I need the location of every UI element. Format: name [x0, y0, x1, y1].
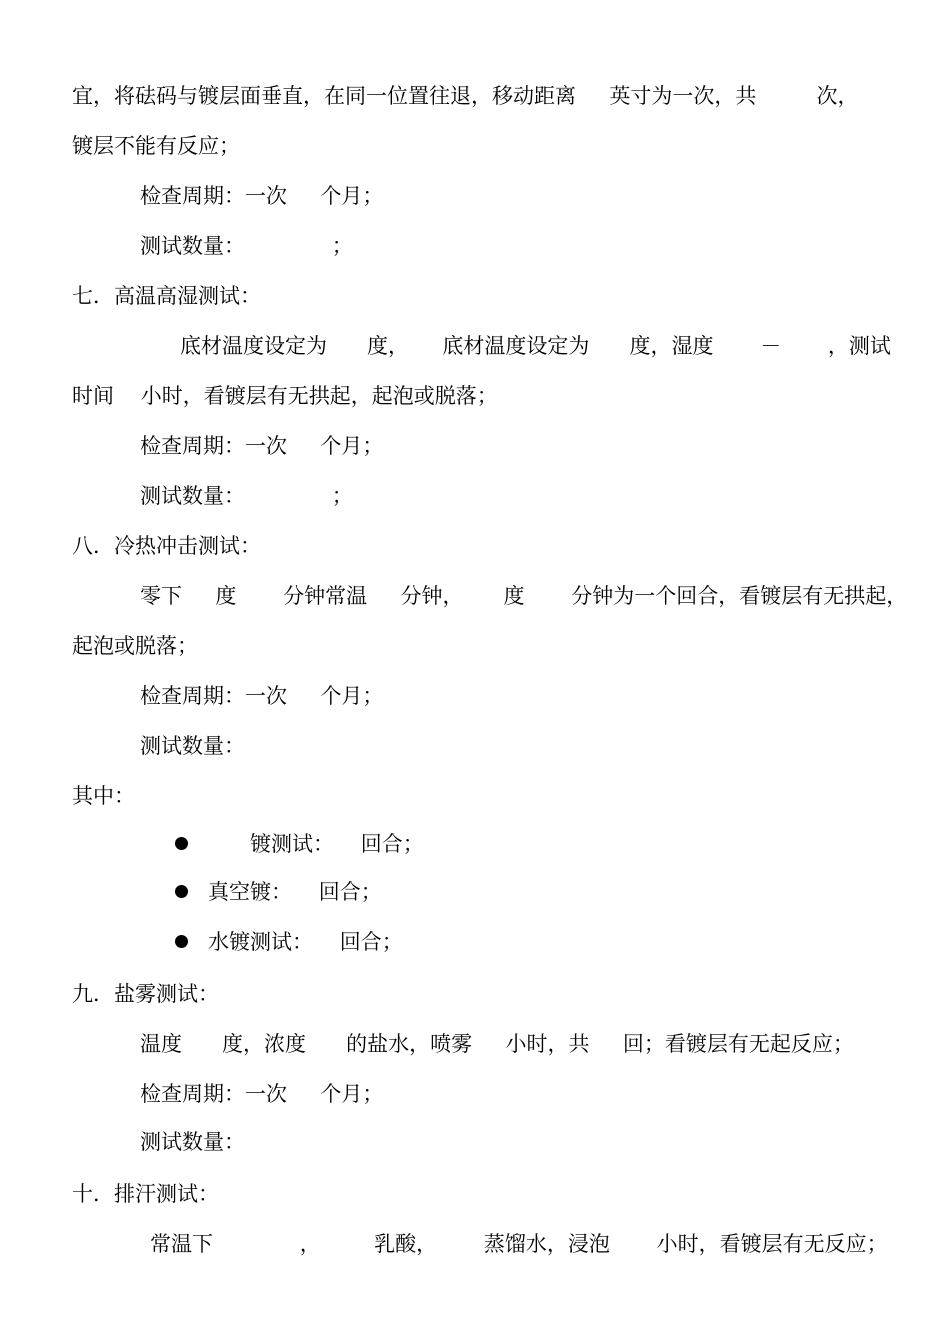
section-heading: 九．盐雾测试： [72, 982, 219, 1006]
paragraph-line: 时间 小时，看镀层有无拱起，起泡或脱落； [72, 384, 498, 408]
check-period-line: 检查周期：一次 个月； [140, 184, 384, 208]
test-quantity-line: 测试数量： [140, 1130, 245, 1154]
paragraph-line: 起泡或脱落； [72, 634, 198, 658]
paragraph-line: 镀层不能有反应； [72, 134, 240, 158]
test-quantity-line: 测试数量： ； [140, 484, 353, 508]
paragraph-line: 温度 度，浓度 的盐水，喷雾 小时，共 回；看镀层有无起反应； [140, 1032, 854, 1056]
list-item: 水镀测试： 回合； [208, 930, 403, 954]
paragraph-line: 宜，将砝码与镀层面垂直，在同一位置往退，移动距离 英寸为一次，共 次， [72, 84, 859, 108]
list-item: 真空镀： 回合； [208, 880, 382, 904]
check-period-line: 检查周期：一次 个月； [140, 1082, 384, 1106]
paragraph-line: 其中： [72, 784, 135, 808]
list-item: 镀测试： 回合； [210, 832, 424, 856]
bullet-icon [175, 935, 188, 948]
section-heading: 十．排汗测试： [72, 1182, 219, 1206]
check-period-line: 检查周期：一次 个月； [140, 434, 384, 458]
test-quantity-line: 测试数量： [140, 734, 245, 758]
test-quantity-line: 测试数量： ； [140, 234, 353, 258]
bullet-icon [175, 837, 188, 850]
paragraph-line: 底材温度设定为 度， 底材温度设定为 度，湿度 － ，测试 [180, 334, 891, 358]
check-period-line: 检查周期：一次 个月； [140, 684, 384, 708]
section-heading: 七．高温高湿测试： [72, 284, 261, 308]
paragraph-line: 零下 度 分钟常温 分钟， 度 分钟为一个回合，看镀层有无拱起， [140, 584, 908, 608]
bullet-icon [175, 885, 188, 898]
section-heading: 八．冷热冲击测试： [72, 534, 261, 558]
paragraph-line: 常温下 ， 乳酸， 蒸馏水，浸泡 小时，看镀层有无反应； [150, 1232, 888, 1256]
